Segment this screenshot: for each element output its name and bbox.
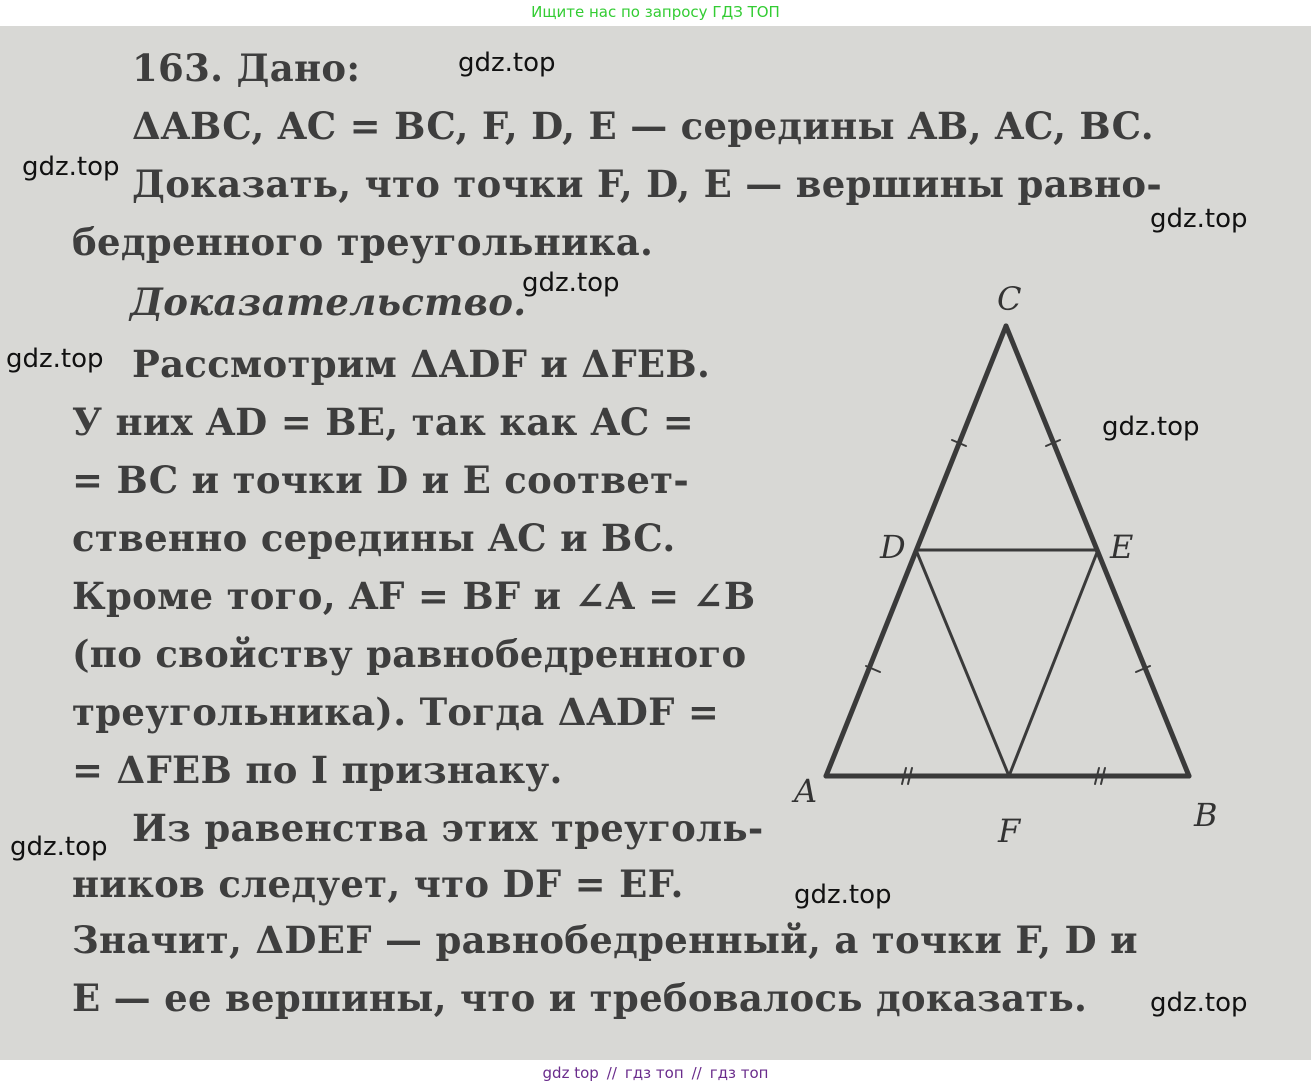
given-line: ΔABC, AC = BC, F, D, E — середины AB, AC, BC. (132, 104, 1154, 148)
watermark: gdz.top (458, 48, 556, 78)
watermark: gdz.top (794, 880, 892, 910)
watermark: gdz.top (22, 152, 120, 182)
watermark: gdz.top (1150, 204, 1248, 234)
proof-line-8: = ΔFEB по I признаку. (72, 748, 563, 792)
footer-separator: // (606, 1064, 617, 1082)
prove-line-continued: бедренного треугольника. (72, 220, 654, 264)
footer-link-1[interactable]: gdz top (542, 1064, 599, 1082)
proof-line-11: Значит, ΔDEF — равнобедренный, а точки F, D и (72, 918, 1138, 962)
proof-heading: Доказательство. (130, 280, 527, 324)
triangle-figure (780, 282, 1240, 852)
textbook-page (0, 26, 1311, 1060)
problem-number-line: 163. Дано: (132, 46, 361, 90)
search-banner-text[interactable]: Ищите нас по запросу ГДЗ ТОП (531, 3, 780, 21)
vertex-label-f: F (998, 812, 1021, 850)
proof-line-7: треугольника). Тогда ΔADF = (72, 690, 720, 734)
segment-df (916, 550, 1009, 776)
vertex-label-b: B (1194, 796, 1218, 834)
footer-separator: // (691, 1064, 702, 1082)
proof-line-10: ников следует, что DF = EF. (72, 862, 684, 906)
footer-link-2[interactable]: гдз топ (624, 1064, 684, 1082)
proof-line-5: Кроме того, AF = BF и ∠A = ∠B (72, 574, 756, 618)
vertex-label-a: A (794, 772, 818, 810)
proof-line-3: = BC и точки D и E соответ- (72, 458, 690, 502)
proof-line-6: (по свойству равнобедренного (72, 632, 747, 676)
watermark: gdz.top (1150, 988, 1248, 1018)
proof-line-4: ственно середины AC и BC. (72, 516, 676, 560)
proof-line-9: Из равенства этих треуголь- (132, 806, 764, 850)
proof-line-2: У них AD = BE, так как AC = (72, 400, 695, 444)
bottom-banner (0, 1060, 1311, 1087)
proof-line-1: Рассмотрим ΔADF и ΔFEB. (132, 342, 711, 386)
watermark: gdz.top (10, 832, 108, 862)
watermark: gdz.top (522, 268, 620, 298)
watermark: gdz.top (6, 344, 104, 374)
watermark: gdz.top (1102, 412, 1200, 442)
vertex-label-e: E (1110, 528, 1134, 566)
footer-link-3[interactable]: гдз топ (709, 1064, 769, 1082)
top-banner[interactable] (0, 0, 1311, 26)
segment-fe (1009, 550, 1098, 776)
proof-line-12: E — ее вершины, что и требовалось доказать. (72, 976, 1088, 1020)
vertex-label-c: C (997, 282, 1022, 318)
vertex-label-d: D (880, 528, 906, 566)
prove-line: Доказать, что точки F, D, E — вершины равно- (132, 162, 1163, 206)
